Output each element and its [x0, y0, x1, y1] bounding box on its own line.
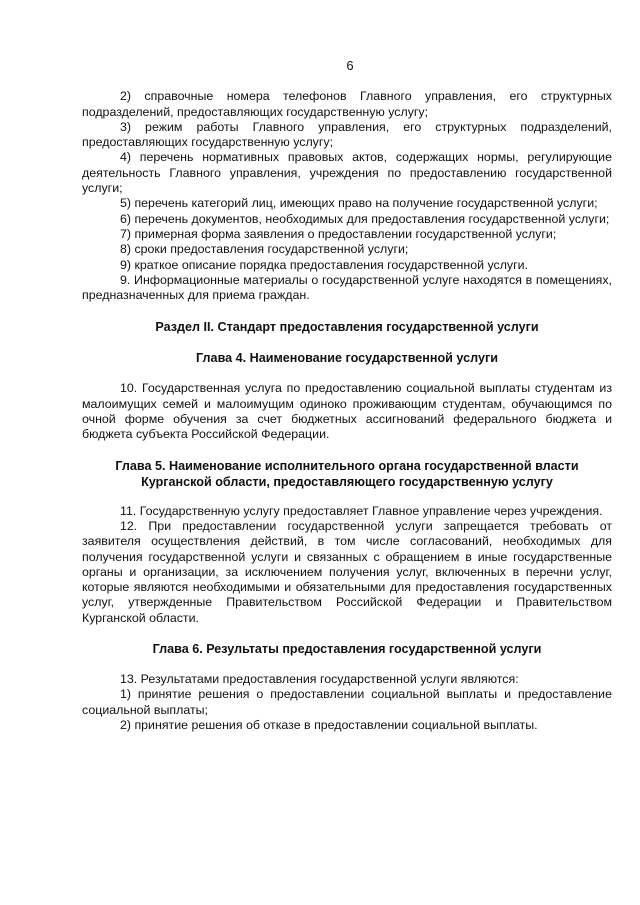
list-item: 5) перечень категорий лиц, имеющих право на получение государственной услуги;: [120, 196, 598, 211]
chapter-4-heading: Глава 4. Наименование государственной услуги: [196, 351, 498, 366]
list-item: 8) сроки предоставления государственной услуги;: [120, 242, 409, 257]
list-item: 1) принятие решения о предоставлении социальной выплаты и предоставление социальной выплаты;: [82, 687, 612, 717]
paragraph-12: 12. При предоставлении государственной услуги запрещается требовать от заявителя осуществления действий, в том числе согласований, необходимых для получения государственной услуги и связанных с обращением в иные государственные органы и организации, за исключением получения услуг, включенных в перечни услуг, которые являются необходимыми и обязательными для предоставления государственных услуг, утвержденные Правительством Российской Федерации и Правительством Курганской области.: [82, 518, 612, 625]
list-item: 4) перечень нормативных правовых актов, содержащих нормы, регулирующие деятельность Главного управления, учреждения по предоставлению государственной услуги;: [82, 150, 612, 196]
paragraph-11: 11. Государственную услугу предоставляет Главное управление через учреждения.: [120, 503, 603, 518]
document-page: [82, 58, 612, 733]
list-item: 2) принятие решения об отказе в предоставлении социальной выплаты.: [120, 717, 538, 732]
section-heading: Раздел II. Стандарт предоставления государственной услуги: [155, 320, 539, 335]
paragraph-13: 13. Результатами предоставления государственной услуги являются:: [120, 672, 519, 687]
chapter-6-heading: Глава 6. Результаты предоставления государственной услуги: [152, 642, 542, 657]
list-item: 3) режим работы Главного управления, его структурных подразделений, предоставляющих государственную услугу;: [82, 119, 612, 150]
paragraph-9: 9. Информационные материалы о государственной услуге находятся в помещениях, предназначенных для приема граждан.: [82, 272, 612, 303]
chapter-5-heading: Глава 5. Наименование исполнительного органа государственной власти Курганской области, предоставляющего государственную услугу: [115, 458, 579, 489]
list-item: 6) перечень документов, необходимых для предоставления государственной услуги;: [120, 211, 610, 226]
list-item: 2) справочные номера телефонов Главного управления, его структурных подразделений, предоставляющих государственную услугу;: [82, 89, 612, 119]
page-number: 6: [346, 58, 354, 73]
list-item: 9) краткое описание порядка предоставления государственной услуги.: [120, 257, 529, 272]
list-item: 7) примерная форма заявления о предоставлении государственной услуги;: [120, 226, 557, 241]
paragraph-10: 10. Государственная услуга по предоставлению социальной выплаты студентам из малоимущих семей и малоимущим одиноко проживающим студентам, обучающимся по очной форме обучения за счет бюджетных ассигнований федерального бюджета и бюджета субъекта Российской Федерации.: [82, 381, 612, 442]
